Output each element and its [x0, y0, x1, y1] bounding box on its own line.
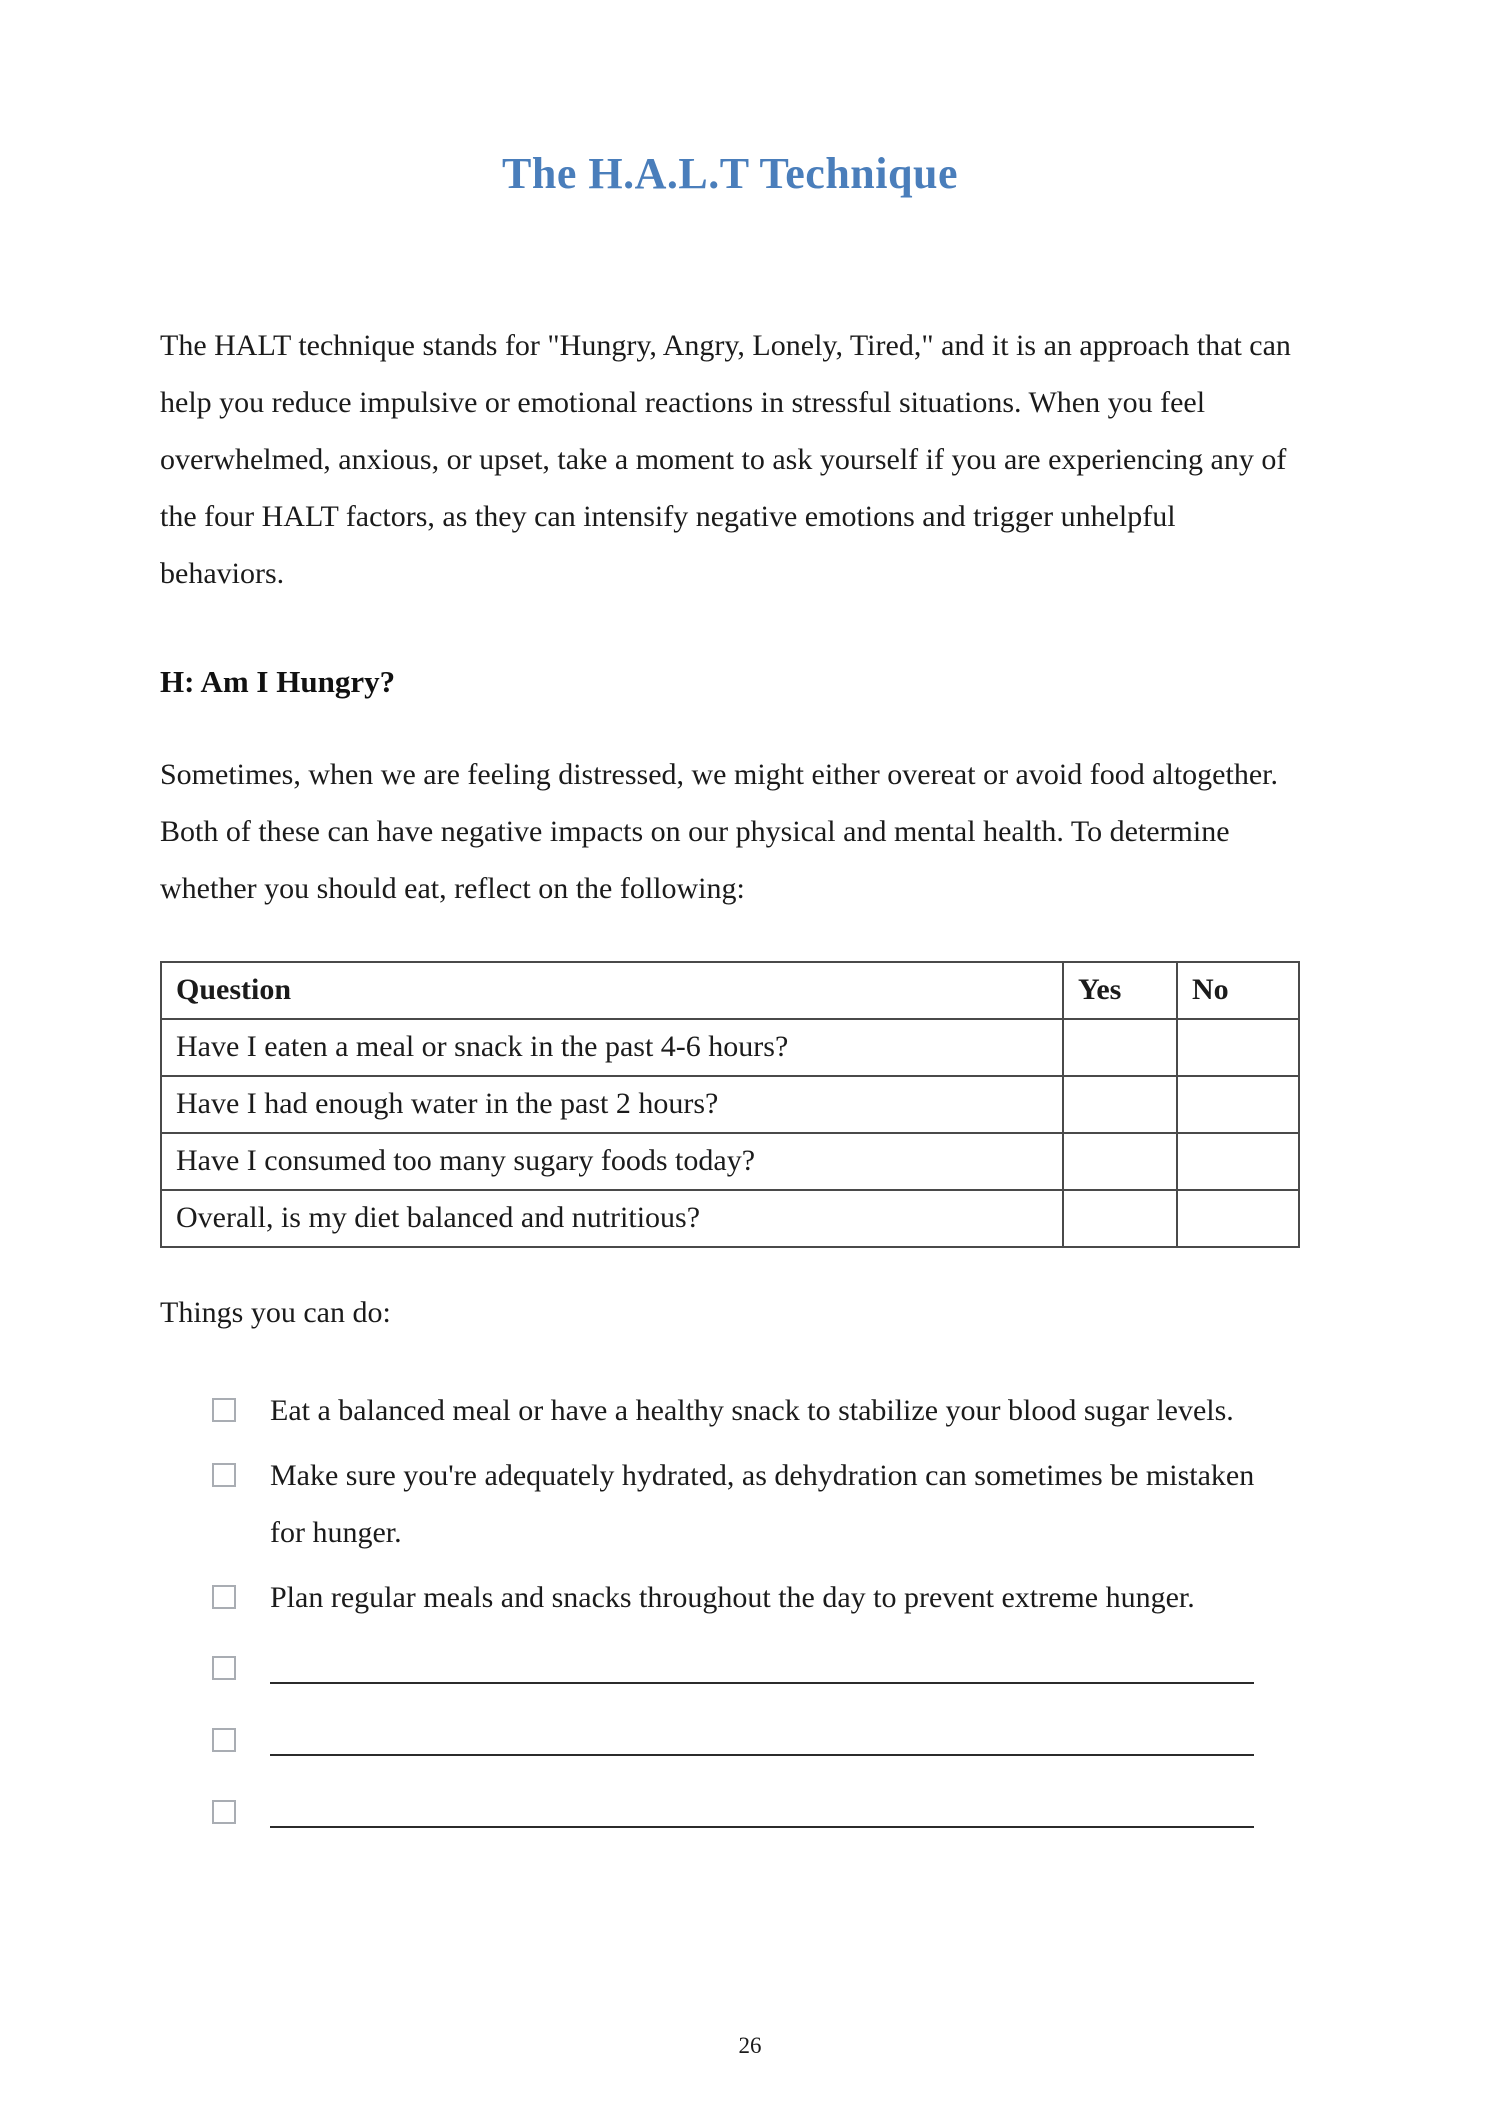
table-row — [161, 1133, 1299, 1190]
checkbox-icon[interactable] — [212, 1585, 236, 1609]
checkbox-icon[interactable] — [212, 1728, 236, 1752]
question-cell: Overall, is my diet balanced and nutritious? — [161, 1190, 1063, 1247]
no-answer-cell[interactable] — [1177, 1019, 1299, 1076]
yes-answer-cell[interactable] — [1063, 1019, 1177, 1076]
checkbox-icon[interactable] — [212, 1800, 236, 1824]
table-row — [161, 1190, 1299, 1247]
section-body-paragraph: Sometimes, when we are feeling distressed, we might either overeat or avoid food altogether. Both of these can have negative impacts on our physical and mental health. To determine whether you should eat, reflect on the following: — [160, 758, 1278, 905]
list-item-text: Eat a balanced meal or have a healthy snack to stabilize your blood sugar levels. — [270, 1394, 1234, 1427]
yes-answer-cell[interactable] — [1063, 1076, 1177, 1133]
question-cell: Have I had enough water in the past 2 hours? — [161, 1076, 1063, 1133]
checkbox-icon[interactable] — [212, 1656, 236, 1680]
things-you-can-do-label: Things you can do: — [160, 1296, 391, 1329]
list-item-text: Plan regular meals and snacks throughout the day to prevent extreme hunger. — [270, 1581, 1195, 1614]
yes-answer-cell[interactable] — [1063, 1190, 1177, 1247]
yes-answer-cell[interactable] — [1063, 1133, 1177, 1190]
no-answer-cell[interactable] — [1177, 1076, 1299, 1133]
blank-answer-row — [212, 1634, 1300, 1684]
blank-answer-row — [212, 1778, 1300, 1828]
blank-answer-line[interactable] — [270, 1706, 1254, 1756]
hungry-question-table — [160, 961, 1300, 1248]
page-title: The H.A.L.T Technique — [502, 149, 958, 198]
list-item — [212, 1447, 1300, 1561]
checkbox-icon[interactable] — [212, 1398, 236, 1422]
checkbox-icon[interactable] — [212, 1463, 236, 1487]
table-row — [161, 1076, 1299, 1133]
table-row — [161, 1019, 1299, 1076]
column-header-no: No — [1177, 962, 1299, 1019]
section-heading-hungry: H: Am I Hungry? — [160, 664, 396, 699]
no-answer-cell[interactable] — [1177, 1133, 1299, 1190]
list-item — [212, 1569, 1300, 1626]
list-item-text: Make sure you're adequately hydrated, as dehydration can sometimes be mistaken for hunger. — [270, 1459, 1255, 1549]
blank-answer-row — [212, 1706, 1300, 1756]
column-header-yes: Yes — [1063, 962, 1177, 1019]
list-item — [212, 1382, 1300, 1439]
blank-answer-line[interactable] — [270, 1634, 1254, 1684]
question-cell: Have I consumed too many sugary foods today? — [161, 1133, 1063, 1190]
table-header-row — [161, 962, 1299, 1019]
suggestions-checklist — [160, 1382, 1300, 1828]
page-number: 26 — [738, 2033, 762, 2058]
intro-paragraph: The HALT technique stands for "Hungry, Angry, Lonely, Tired," and it is an approach that can help you reduce impulsive or emotional reactions in stressful situations. When you feel overwhelmed, anxious, or upset, take a moment to ask yourself if you are experiencing any of the four HALT factors, as they can intensify negative emotions and trigger unhelpful behaviors. — [160, 329, 1291, 590]
question-cell: Have I eaten a meal or snack in the past 4-6 hours? — [161, 1019, 1063, 1076]
blank-answer-line[interactable] — [270, 1778, 1254, 1828]
column-header-question: Question — [161, 962, 1063, 1019]
no-answer-cell[interactable] — [1177, 1190, 1299, 1247]
